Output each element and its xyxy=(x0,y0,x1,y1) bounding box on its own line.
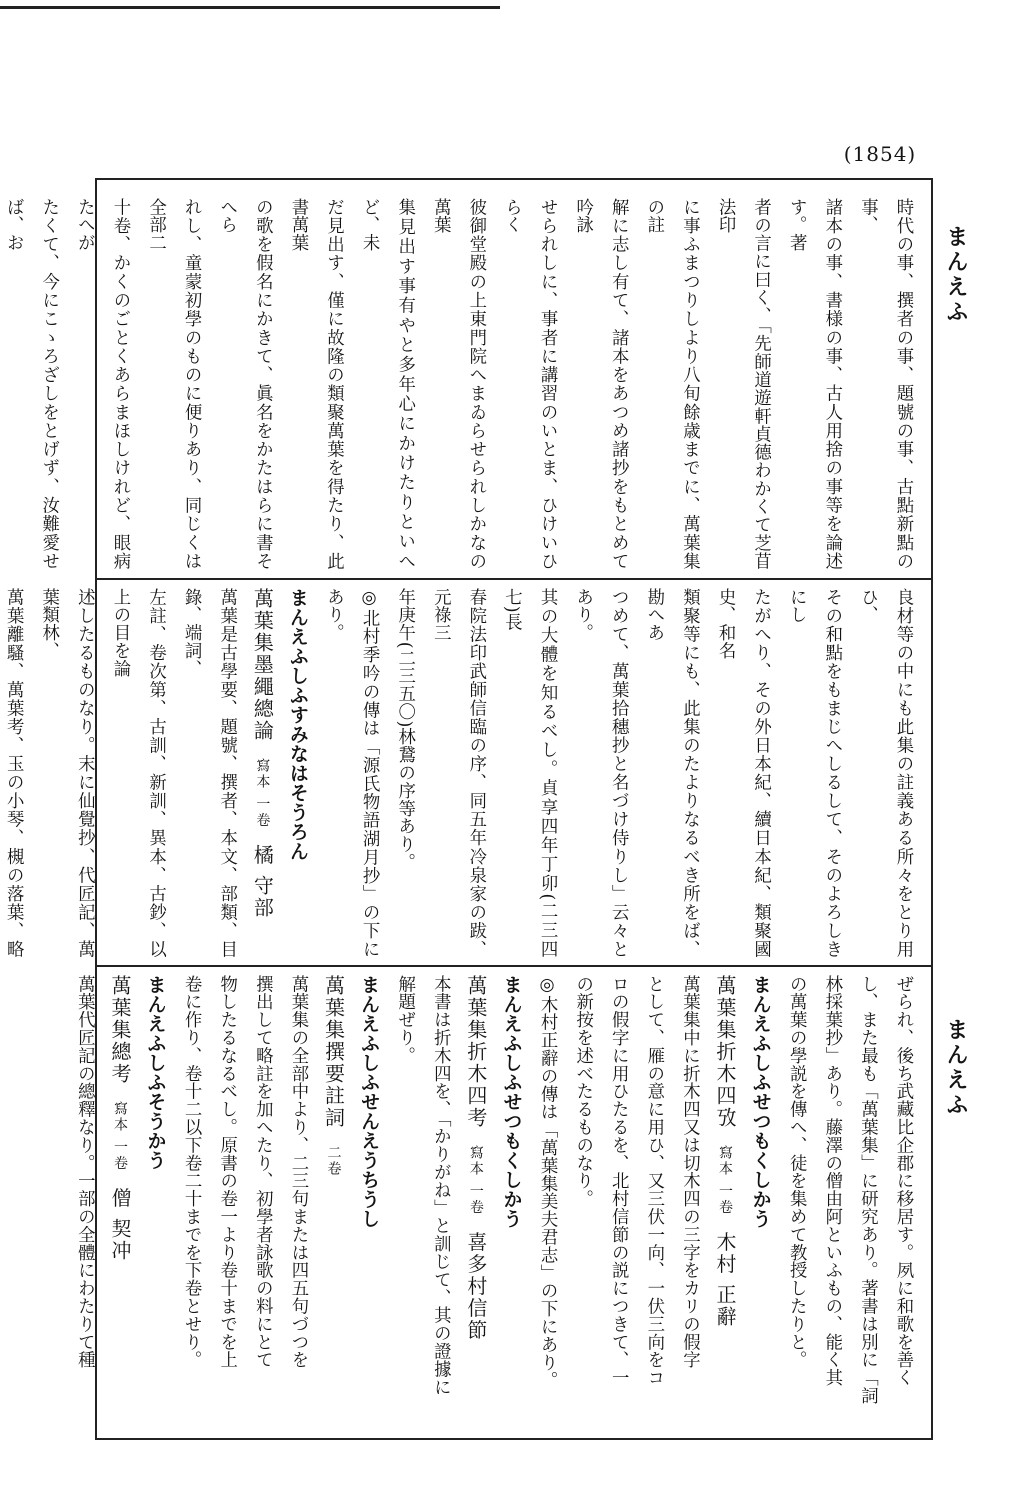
body-line: 者の言に曰く、「先師道遊軒貞德わかくて芝苜法印 xyxy=(715,198,771,570)
entry-title-text: 萬葉集墨繩總論 xyxy=(250,588,275,742)
entry-body-line: 萬葉是古學要、題號、撰者、本文、部類、目錄、端詞、 xyxy=(181,588,237,958)
entry-body-line: 萬葉集中に折木四又は切木四の三字をカリの假字 xyxy=(679,975,700,1369)
entry-body-line: 解題ぜり。 xyxy=(394,975,415,1065)
body-line: 集見出す事有やと多年心にかけたりといへど、未 xyxy=(359,198,415,570)
entry-author: 橘 守部 xyxy=(250,844,275,919)
body-line: せられしに、事者に講習のいとま、ひけいひらく xyxy=(501,198,558,570)
entry-reading: まんえふしふそうかう xyxy=(144,975,167,1170)
body-line: たくて、今にこゝろざしをとげず、汝難愛せば、お xyxy=(3,198,59,570)
entry-title-text: 萬葉集折木四攷 xyxy=(713,975,738,1129)
body-line: 解に志し有て、諸本をあつめ諸抄をもとめて吟詠 xyxy=(572,198,629,570)
entry-reading: まんえふしふすみなはそうろん xyxy=(286,588,309,861)
body-line: 類聚等にも、此集のたよりなるべき所をば、勘へあ xyxy=(643,588,700,958)
body-line: 諸本の事、書様の事、古人用捨の事等を論述す。著 xyxy=(786,198,842,570)
entry-title xyxy=(315,975,351,1430)
body-line: 年庚午(二三五〇)林鵞の序等あり。 xyxy=(394,588,415,872)
entry-format: 寫本 一卷 xyxy=(111,1085,128,1188)
band-bottom xyxy=(74,975,920,1430)
scan-edge-line xyxy=(0,6,500,9)
entry-format: 寫本 一卷 xyxy=(467,1129,484,1232)
entry-title xyxy=(244,588,280,958)
band-top-text xyxy=(3,198,920,570)
entry-body-line: の新按を述べたるものなり。 xyxy=(572,975,593,1208)
entry-title-text: 萬葉集折木四考 xyxy=(463,975,488,1129)
entry-format: 寫本 一卷 xyxy=(717,1129,734,1232)
entry-body-line: ロの假字に用ひたるを、北村信節の説につきて、一 xyxy=(608,975,629,1387)
body-line: つめて、萬葉拾穗抄と名づけ侍りし」云々とあり。 xyxy=(572,588,629,958)
entry-body-line: 左註、卷次第、古訓、新訓、異本、古鈔、以上の目を論 xyxy=(109,588,166,958)
body-line: たがへり、その外日本紀、續日本紀、類聚國史、和名 xyxy=(715,588,771,958)
entry-reading: まんえふしふせつもくしかう xyxy=(500,975,523,1229)
body-line: ぜられ、後ち武藏比企郡に移居す。夙に和歌を善く xyxy=(893,975,913,1387)
entry-title-text: 萬葉集撰要註詞 xyxy=(321,975,346,1129)
body-line: ◎北村季吟の傳は「源氏物語湖月抄」の下にあり。 xyxy=(323,588,380,958)
band-divider-2 xyxy=(95,965,933,967)
entry-body-line: ◎木村正辭の傳は「萬葉集美夫君志」の下にあり。 xyxy=(537,975,558,1390)
entry-body-line: 卷に作り、卷十二以下卷二十までを下卷とせり。 xyxy=(181,975,202,1369)
entry-body-line: 萬葉離騷、萬葉考、玉の小琴、槻の落葉、略 xyxy=(3,588,24,958)
page-number: (1854) xyxy=(843,142,917,166)
body-line: し、また最も「萬葉集」に研究あり。著書は別に「詞 xyxy=(857,975,878,1405)
body-line: 良材等の中にも此集の註義ある所々をとり用ひ、 xyxy=(857,588,913,958)
entry-body-line: 述したるものなり。末に仙覺抄、代匠記、萬葉類林、 xyxy=(38,588,95,958)
body-line: に事ふまつりしより八旬餘歳までに、萬葉集の註 xyxy=(643,198,700,570)
entry-body-line: 萬葉集の全部中より、二三句または四五句づつを xyxy=(287,975,308,1369)
entry-title-text: 萬葉集總考 xyxy=(107,975,132,1085)
body-line: 其の大體を知るべし。貞享四年丁卯(二三四七)長 xyxy=(501,588,558,958)
entry-format: 二卷 xyxy=(325,1129,342,1193)
body-line: 時代の事、撰者の事、題號の事、古點新點の事、 xyxy=(857,198,913,570)
entry-author: 木村 正辭 xyxy=(713,1231,738,1328)
running-head-right: まんえふ xyxy=(943,225,969,325)
band-middle xyxy=(3,588,920,958)
band-top xyxy=(3,198,920,570)
body-line: 林採葉抄」あり。藤澤の僧由阿といふもの、能く其 xyxy=(821,975,842,1387)
band-middle-text xyxy=(3,588,920,958)
body-line: その和點をもまじへしるして、そのよろしきにし xyxy=(786,588,842,958)
body-line: れし、童蒙初學のものに便りあり、同じくは全部二 xyxy=(145,198,202,570)
body-line: の萬葉の學説を傳へ、徒を集めて教授したりと。 xyxy=(786,975,807,1369)
entry-body-line: 撰出して略註を加へたり、初學者詠歌の料にとて xyxy=(252,975,273,1369)
entry-body-line: 本書は折木四を、「かりがね」と訓じて、其の證據に xyxy=(430,975,451,1396)
body-line: だ見出す、僅に故隆の類聚萬葉を得たり、此書萬葉 xyxy=(287,198,344,570)
entry-body-line: 物したるなるべし。原書の卷一より卷十までを上 xyxy=(216,975,237,1369)
entry-author: 僧 契冲 xyxy=(107,1187,132,1262)
entry-body-line: として、雁の意に用ひ、又三伏一向、一伏三向をコ xyxy=(643,975,664,1387)
band-divider-1 xyxy=(95,578,933,580)
entry-body-line: 萬葉代匠記の總釋なり。一部の全體にわたりて種 xyxy=(74,975,95,1369)
entry-reading: まんえふしふせんえうちうし xyxy=(358,975,381,1229)
entry-format: 寫本 一卷 xyxy=(254,742,271,845)
body-line: 彼御堂殿の上東門院へまゐらせられしかなの萬葉 xyxy=(430,198,486,570)
entry-title xyxy=(457,975,493,1430)
entry-author: 喜多村信節 xyxy=(463,1231,488,1342)
body-line: の歌を假名にかきて、眞名をかたはらに書そへら xyxy=(216,198,273,570)
entry-title xyxy=(101,975,137,1430)
body-line: 春院法印武師信臨の序、同五年冷泉家の跋、元祿三 xyxy=(430,588,486,958)
body-line: 十卷、かくのごとくあらまほしけれど、眼病たへが xyxy=(74,198,130,570)
running-head-left: まんえふ xyxy=(943,1018,969,1118)
entry-reading: まんえふしふせつもくしかう xyxy=(749,975,772,1229)
entry-title xyxy=(706,975,742,1430)
band-bottom-text xyxy=(74,975,920,1430)
